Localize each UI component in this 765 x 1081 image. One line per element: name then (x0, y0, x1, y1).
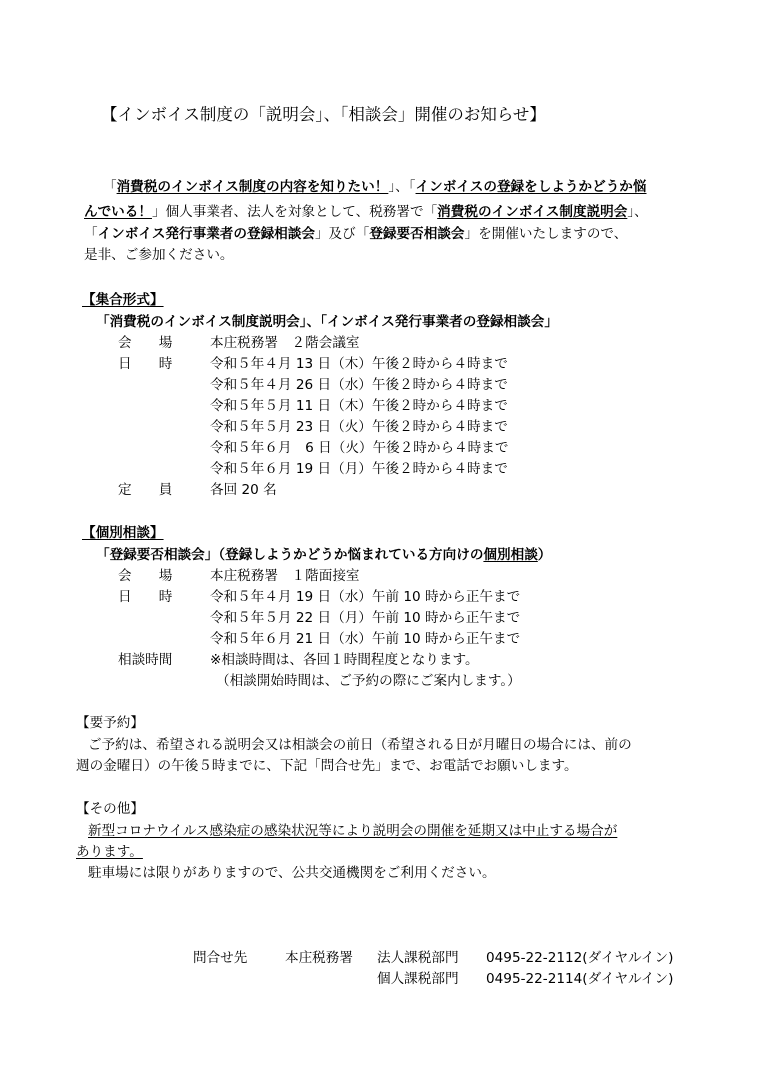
date-list (210, 354, 508, 480)
individual-time-row (118, 650, 521, 692)
reservation-line-1: ご予約は、希望される説明会又は相談会の前日（希望される日が月曜日の場合には、前の (88, 737, 632, 753)
contact-dept-1: 法人課税部門 (377, 950, 459, 966)
group-date-row (118, 354, 508, 480)
intro-text: 」を開催いたしますので、 (464, 226, 628, 242)
time-notes (210, 650, 521, 692)
venue-value: 本庄税務署 １階面接室 (210, 568, 360, 584)
date-item: 令和５年５月 23 日（火）午後２時から４時まで (210, 419, 508, 435)
date-item: 令和５年４月 19 日（水）午前 10 時から正午まで (210, 589, 521, 605)
page-title: 【インボイス制度の「説明会」、「相談会」開催のお知らせ】 (101, 105, 546, 124)
date-item: 令和５年４月 26 日（水）午後２時から４時まで (210, 377, 508, 393)
contact-label: 問合せ先 (193, 950, 248, 966)
subtitle-text: ） (537, 547, 552, 563)
other-line-1: 新型コロナウイルス感染症の感染状況等により説明会の開催を延期又は中止する場合が (88, 823, 618, 839)
date-item: 令和５年６月 6 日（火）午後２時から４時まで (210, 440, 509, 456)
date-item: 令和５年６月 21 日（水）午前 10 時から正午まで (210, 631, 521, 647)
contact-office: 本庄税務署 (285, 950, 353, 966)
intro-line-2 (84, 202, 648, 223)
other-line-2: あります。 (76, 844, 143, 860)
other-line-3: 駐車場には限りがありますので、公共交通機関をご利用ください。 (88, 865, 496, 881)
date-label: 日 時 (118, 356, 173, 372)
section-heading-group: 【集合形式】 (82, 292, 164, 308)
section-heading-reservation: 【要予約】 (76, 715, 144, 731)
intro-line-1 (103, 177, 647, 198)
date-item: 令和５年４月 13 日（木）午後２時から４時まで (210, 356, 508, 372)
individual-date-row (118, 587, 520, 650)
intro-text: 」及び「 (314, 226, 370, 242)
intro-emphasis: 消費税のインボイス制度説明会 (437, 204, 628, 220)
group-venue-row (118, 333, 360, 354)
capacity-value: 各回 20 名 (210, 482, 277, 498)
intro-emphasis: インボイス発行事業者の登録相談会 (97, 226, 315, 242)
intro-text: 「 (103, 179, 117, 195)
intro-emphasis: インボイスの登録をしようかどうか悩 (415, 179, 647, 195)
venue-label: 会 場 (118, 335, 173, 351)
subtitle-emphasis: 個別相談 (483, 547, 538, 563)
date-item: 令和５年５月 11 日（木）午後２時から４時まで (210, 398, 508, 414)
section-heading-individual: 【個別相談】 (82, 525, 164, 541)
individual-subtitle (96, 545, 551, 566)
time-note: （相談開始時間は、ご予約の際にご案内します。） (216, 673, 521, 689)
intro-text: 」、「 (388, 179, 416, 195)
contact-phone-2: 0495-22-2114(ダイヤルイン) (486, 971, 674, 987)
intro-emphasis: んでいる！ (84, 204, 152, 220)
date-item: 令和５年６月 19 日（月）午後２時から４時まで (210, 461, 508, 477)
group-capacity-row (118, 480, 277, 501)
reservation-line-2: 週の金曜日）の午後５時までに、下記「問合せ先」まで、お電話でお願いします。 (76, 758, 578, 774)
capacity-label: 定 員 (118, 482, 173, 498)
contact-phone-1: 0495-22-2112(ダイヤルイン) (486, 950, 674, 966)
subtitle-text: （登録しようかどうか悩まれている方向けの (218, 547, 484, 563)
group-subtitle: 「消費税のインボイス制度説明会」、「インボイス発行事業者の登録相談会」 (96, 314, 558, 330)
venue-value: 本庄税務署 ２階会議室 (210, 335, 360, 351)
intro-emphasis: 消費税のインボイス制度の内容を知りたい！ (116, 179, 389, 195)
venue-label: 会 場 (118, 568, 173, 584)
intro-emphasis: 登録要否相談会 (369, 226, 465, 242)
date-item: 令和５年５月 22 日（月）午前 10 時から正午まで (210, 610, 521, 626)
contact-dept-2: 個人課税部門 (377, 971, 459, 987)
individual-venue-row (118, 566, 360, 587)
time-label: 相談時間 (118, 652, 173, 668)
section-heading-other: 【その他】 (76, 801, 144, 817)
intro-text: 」、 (627, 204, 648, 220)
time-note: ※相談時間は、各回１時間程度となります。 (210, 652, 479, 668)
intro-line-4: 是非、ご参加ください。 (84, 247, 234, 263)
subtitle-emphasis: 「登録要否相談会」 (96, 547, 219, 563)
date-label: 日 時 (118, 589, 173, 605)
intro-text: 「 (84, 226, 98, 242)
intro-text: 」個人事業者、法人を対象として、税務署で「 (151, 204, 438, 220)
intro-line-3 (84, 224, 627, 245)
date-list (210, 587, 520, 650)
